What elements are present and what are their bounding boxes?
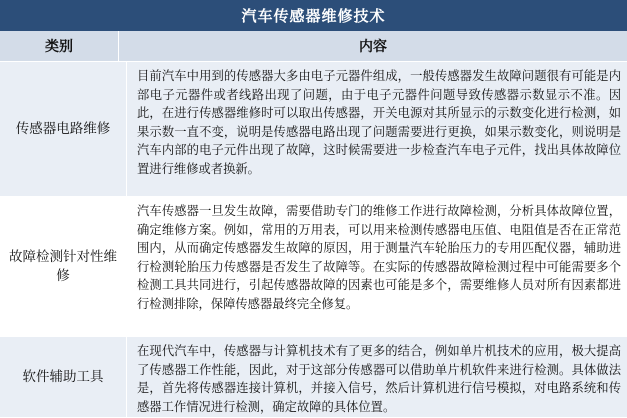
table-title: 汽车传感器维修技术: [0, 0, 627, 31]
table-header-row: [0, 31, 627, 62]
table-row: [0, 197, 627, 337]
header-content: 内容: [359, 39, 387, 55]
row-content: 在现代汽车中，传感器与计算机技术有了更多的结合，例如单片机技术的应用，极大提高了传感器工作性能，因此，对于这部分传感器可以借助单片机软件来进行检测。具体做法是，首先将传感器连接计算机，并接入信号，然后计算机进行信号模拟，对电路系统和传感器工作情况进行检测，确定故障的具体位置。: [137, 344, 621, 414]
row-content: 汽车传感器一旦发生故障，需要借助专门的维修工作进行故障检测，分析具体故障位置，确定维修方案。例如，常用的万用表，可以用来检测传感器电压值、电阻值是否在正常范围内，从而确定传感器发生故障的原因，用于测量汽车轮胎压力的专用匹配仪器，辅助进行检测轮胎压力传感器是否发生了故障等。在实际的传感器故障检测过程中可能需要多个检测工具共同进行，引起传感器故障的因素也可能是多个，需要维修人员对所有因素都进行检测排除，保障传感器最终完全修复。: [137, 204, 621, 311]
header-category: 类别: [0, 31, 119, 61]
row-category: 传感器电路维修: [0, 62, 127, 196]
row-category: 故障检测针对性维修: [0, 197, 127, 336]
table-row: [0, 337, 627, 418]
table-row: [0, 62, 627, 197]
row-content: 目前汽车中用到的传感器大多由电子元器件组成，一般传感器发生故障问题很有可能是内部电子元器件或者线路出现了问题，由于电子元器件问题导致传感器示数显示不准。因此，在进行传感器维修时可以取出传感器，开关电源对其所显示的示数变化进行检测，如果示数一直不变，说明是传感器电路出现了问题需要进行更换，如果示数变化，则说明是汽车内部的电子元件出现了故障，这时候需要进一步检查汽车电子元件，找出具体故障位置进行维修或者换新。: [137, 69, 621, 176]
row-category: 软件辅助工具: [0, 337, 127, 417]
